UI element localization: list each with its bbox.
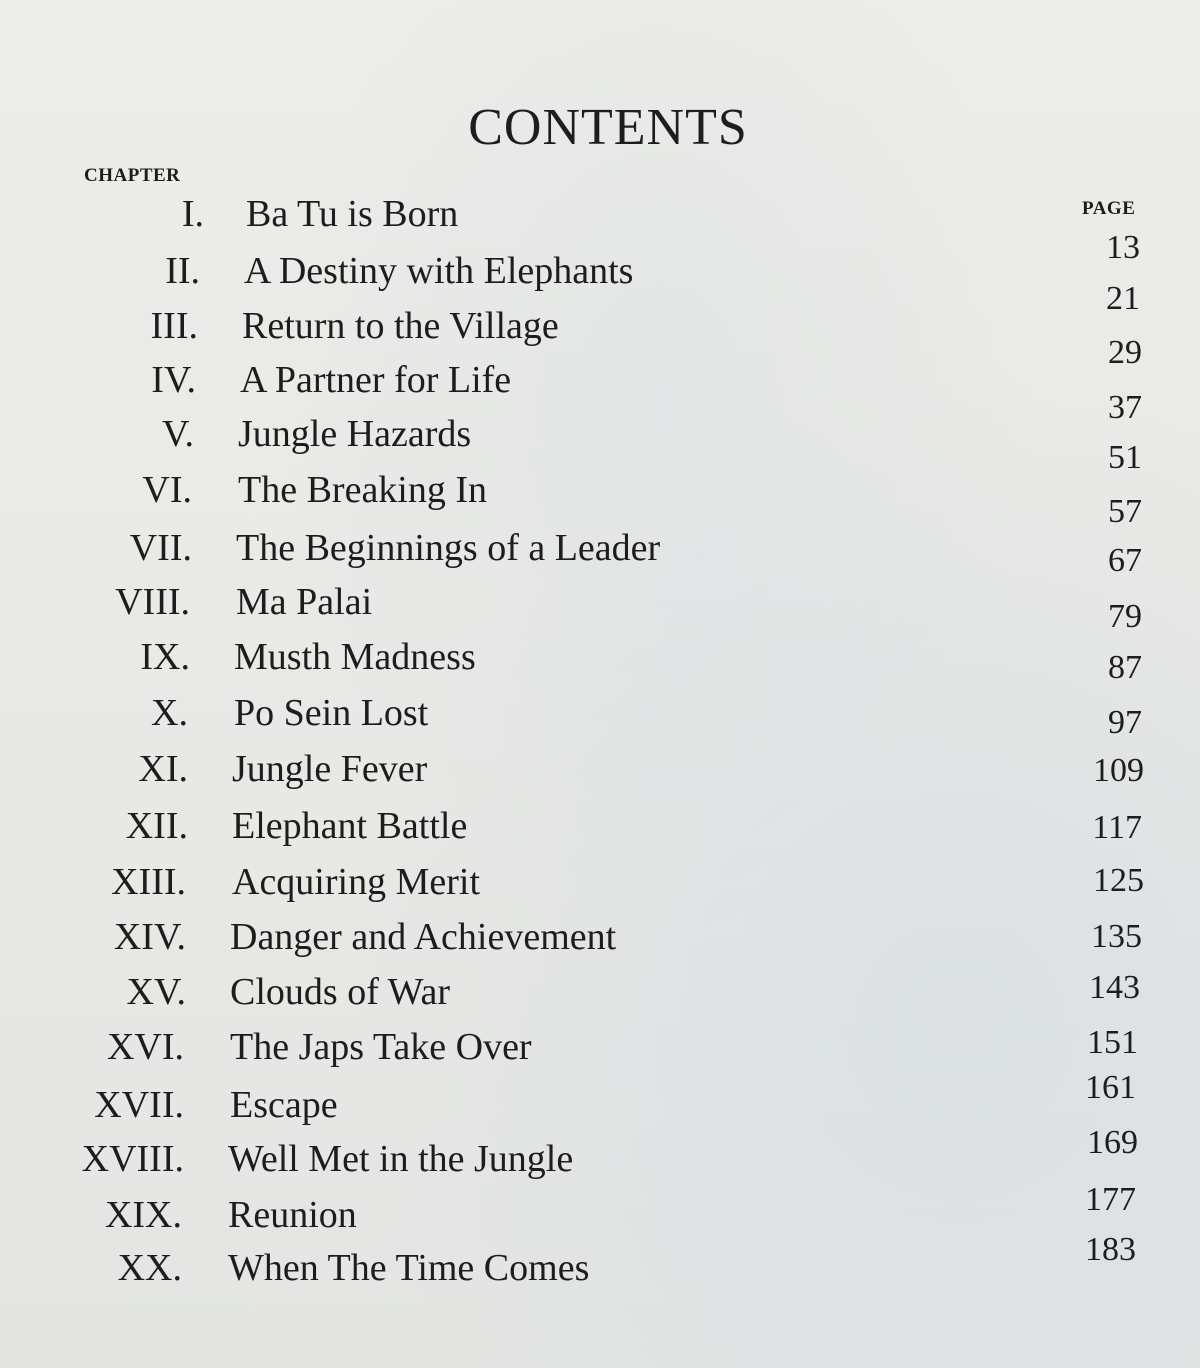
chapter-title: Clouds of War: [230, 971, 451, 1013]
chapter-title: Elephant Battle: [232, 805, 468, 847]
chapter-number: III.: [150, 305, 198, 347]
chapter-page-number: 57: [1108, 493, 1142, 530]
toc-entry: [0, 689, 1000, 737]
toc-entry: [0, 1244, 1000, 1292]
toc-entry: [0, 302, 1000, 350]
chapter-page-number: 21: [1106, 280, 1140, 317]
chapter-title: Jungle Hazards: [238, 413, 472, 455]
chapter-page-number: 13: [1106, 229, 1140, 266]
chapter-page-number: 169: [1087, 1124, 1138, 1161]
chapter-title: The Breaking In: [238, 469, 488, 511]
chapter-page-number: 161: [1085, 1069, 1136, 1106]
toc-entry: [0, 524, 1000, 572]
chapter-page-number: 183: [1085, 1231, 1136, 1268]
toc-entry: [0, 1023, 1000, 1071]
chapter-page-number: 97: [1108, 704, 1142, 741]
chapter-title: Ma Palai: [236, 581, 373, 623]
chapter-page-number: 79: [1108, 598, 1142, 635]
chapter-number: XVIII.: [81, 1138, 184, 1180]
toc-entry: [0, 410, 1000, 458]
toc-entry: [0, 1191, 1000, 1239]
chapter-page-number: 177: [1085, 1181, 1136, 1218]
chapter-page-number: 67: [1108, 542, 1142, 579]
toc-entry: [0, 633, 1000, 681]
chapter-number: VI.: [142, 469, 192, 511]
chapter-number: XII.: [125, 805, 188, 847]
chapter-title: When The Time Comes: [228, 1247, 590, 1289]
chapter-page-number: 125: [1093, 862, 1144, 899]
toc-entry: [0, 578, 1000, 626]
chapter-title: Reunion: [228, 1194, 357, 1236]
chapter-title: A Destiny with Elephants: [244, 250, 634, 292]
chapter-page-number: 109: [1093, 752, 1144, 789]
chapter-number: XX.: [117, 1247, 182, 1289]
chapter-title: Acquiring Merit: [232, 861, 481, 903]
toc-entry: [0, 968, 1000, 1016]
chapter-title: Well Met in the Jungle: [228, 1138, 574, 1180]
chapter-page-number: 117: [1092, 809, 1142, 846]
chapter-number: XIX.: [104, 1194, 182, 1236]
chapter-page-number: 135: [1091, 918, 1142, 955]
chapter-number: VII.: [129, 527, 192, 569]
chapter-title: Return to the Village: [242, 305, 559, 347]
toc-entry: [0, 802, 1000, 850]
chapter-title: Ba Tu is Born: [246, 193, 459, 235]
toc-entry: [0, 858, 1000, 906]
chapter-title: Po Sein Lost: [234, 692, 429, 734]
chapter-title: Jungle Fever: [232, 748, 428, 790]
chapter-number: IX.: [140, 636, 190, 678]
chapter-number: II.: [165, 250, 200, 292]
chapter-number: XV.: [126, 971, 186, 1013]
chapter-number: V.: [161, 413, 194, 455]
chapter-page-number: 151: [1087, 1024, 1138, 1061]
chapter-title: The Beginnings of a Leader: [236, 527, 661, 569]
chapter-number: IV.: [151, 359, 196, 401]
chapter-page-number: 37: [1108, 389, 1142, 426]
chapter-number: XIII.: [111, 861, 186, 903]
toc-entry: [0, 190, 1000, 238]
toc-entry: [0, 1081, 1000, 1129]
toc-entry: [0, 247, 1000, 295]
chapter-number: I.: [181, 193, 204, 235]
chapter-column-label: CHAPTER: [84, 165, 181, 186]
chapter-page-number: 87: [1108, 649, 1142, 686]
chapter-title: Musth Madness: [234, 636, 476, 678]
chapter-page-number: 51: [1108, 439, 1142, 476]
chapter-page-number: 143: [1089, 969, 1140, 1006]
page-column-label: PAGE: [1082, 198, 1136, 219]
chapter-page-number: 29: [1108, 334, 1142, 371]
toc-entry: [0, 913, 1000, 961]
toc-entry: [0, 466, 1000, 514]
chapter-number: XVI.: [106, 1026, 184, 1068]
chapter-number: VIII.: [115, 581, 190, 623]
chapter-number: XIV.: [113, 916, 186, 958]
chapter-number: X.: [151, 692, 188, 734]
toc-entry: [0, 356, 1000, 404]
toc-entry: [0, 745, 1000, 793]
chapter-number: XVII.: [94, 1084, 184, 1126]
chapter-title: The Japs Take Over: [230, 1026, 532, 1068]
chapter-title: Escape: [230, 1084, 338, 1126]
chapter-title: Danger and Achievement: [230, 916, 617, 958]
page-title: CONTENTS: [468, 99, 748, 156]
toc-entry: [0, 1135, 1000, 1183]
chapter-number: XI.: [138, 748, 188, 790]
chapter-title: A Partner for Life: [240, 359, 512, 401]
